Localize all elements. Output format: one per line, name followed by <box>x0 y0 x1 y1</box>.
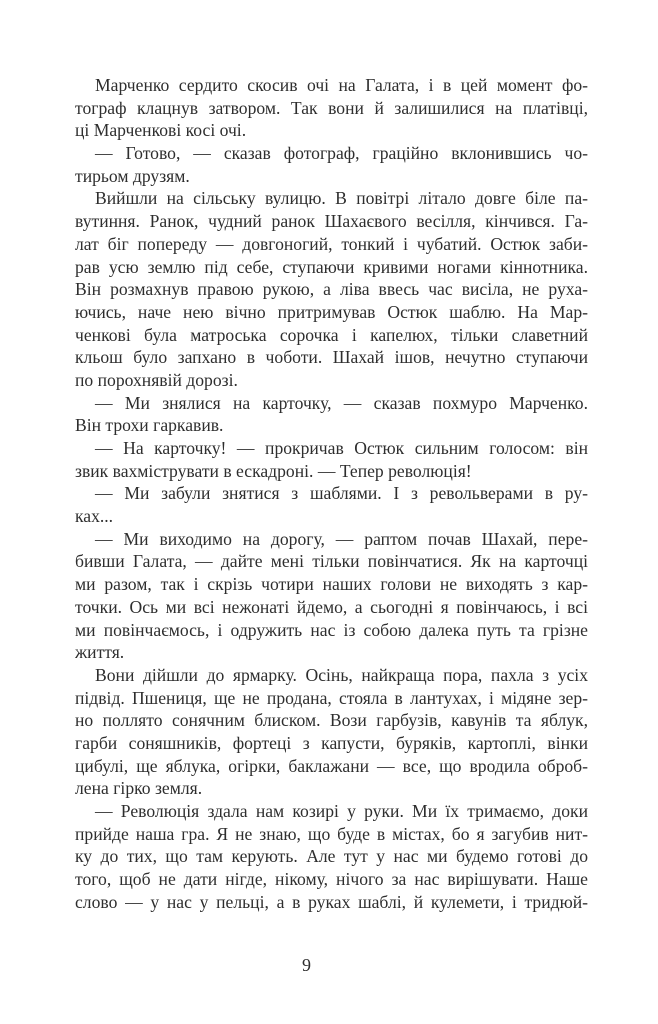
paragraph <box>75 528 588 664</box>
paragraph <box>75 437 588 482</box>
text-line: ючись, наче нею вічно притримував Остюк шаблю. На Мар- <box>75 301 588 322</box>
text-line: ках... <box>75 506 114 527</box>
text-line: звик вахміструвати в ескадроні. — Тепер революція! <box>75 460 472 481</box>
text-line: ці Марченкові косі очі. <box>75 120 247 141</box>
text-line: рав усю землю під себе, ступаючи кривими ногами кіннотника. <box>75 256 588 277</box>
text-line: — На карточку! — прокричав Остюк сильним голосом: він <box>95 438 588 458</box>
paragraph <box>75 187 588 391</box>
paragraph <box>75 800 588 913</box>
text-line: Вони дійшли до ярмарку. Осінь, найкраща пора, пахла з усіх <box>95 664 588 685</box>
text-line: прийде наша гра. Я не знаю, що буде в містах, бо я загубив нит- <box>75 823 588 844</box>
text-line: слово — у нас у пельці, а в руках шаблі, й кулемети, і тридюй- <box>75 891 588 912</box>
paragraph <box>75 392 588 437</box>
text-line: Він розмахнув правою рукою, а ліва ввесь час висіла, не руха- <box>75 279 588 300</box>
text-line: — Готово, — сказав фотограф, граційно вклонившись чо- <box>95 143 588 164</box>
text-line: гарби соняшників, фортеці з капусти, буряків, картоплі, вінки <box>75 732 588 753</box>
text-line: ченкові була матроська сорочка і капелюх, тільки славетний <box>75 324 588 345</box>
paragraph <box>75 142 588 187</box>
text-line: цибулі, ще яблука, огірки, баклажани — все, що вродила оброб- <box>75 755 588 776</box>
text-line: ку до тих, що там керують. Але тут у нас ми будемо готові до <box>75 846 588 867</box>
text-line: лена гірко земля. <box>75 778 203 799</box>
text-line: бивши Галата, — дайте мені тільки повінчатися. Як на карточці <box>75 551 588 572</box>
text-line: життя. <box>75 642 125 663</box>
text-line: по порохнявій дорозі. <box>75 369 238 390</box>
paragraph <box>75 664 588 800</box>
text-line: — Революція здала нам козирі у руки. Ми їх тримаємо, доки <box>95 801 588 821</box>
text-line: Він трохи гаркавив. <box>75 415 224 436</box>
text-line: ми разом, так і скрізь чотири наших голови не виходять з кар- <box>75 574 588 595</box>
text-line: но поллято сонячним блиском. Вози гарбузів, кавунів та яблук, <box>75 710 588 731</box>
paragraph <box>75 74 588 142</box>
page-number: 9 <box>302 955 311 975</box>
text-line: вутиння. Ранок, чудний ранок Шахаєвого весілля, кінчився. Га- <box>75 211 588 232</box>
text-line: точки. Ось ми всі нежонаті йдемо, а сьогодні я повінчаюсь, і всі <box>75 596 588 617</box>
text-line: ми повінчаємось, і одружить нас із собою далека путь та грізне <box>75 619 588 640</box>
text-line: тирьом друзям. <box>75 165 190 186</box>
book-page-body <box>75 74 588 913</box>
text-line: Вийшли на сільську вулицю. В повітрі літало довге біле па- <box>95 188 588 209</box>
text-line: того, щоб не дати нігде, нікому, нічого за нас вирішувати. Наше <box>75 869 588 890</box>
text-line: лат біг попереду — довгоногий, тонкий і чубатий. Остюк заби- <box>75 233 588 254</box>
paragraph <box>75 482 588 527</box>
text-line: — Ми виходимо на дорогу, — раптом почав Шахай, пере- <box>95 528 588 549</box>
text-line: тограф клацнув затвором. Так вони й залишилися на платівці, <box>75 97 588 118</box>
text-line: — Ми знялися на карточку, — сказав похмуро Марченко. <box>95 392 588 413</box>
text-line: кльош було запхано в чоботи. Шахай ішов, нечутно ступаючи <box>75 347 588 368</box>
text-line: підвід. Пшениця, ще не продана, стояла в лантухах, і мідяне зер- <box>75 687 588 708</box>
text-line: — Ми забули знятися з шаблями. І з револьверами в ру- <box>95 483 588 504</box>
text-line: Марченко сердито скосив очі на Галата, і в цей момент фо- <box>95 75 588 95</box>
